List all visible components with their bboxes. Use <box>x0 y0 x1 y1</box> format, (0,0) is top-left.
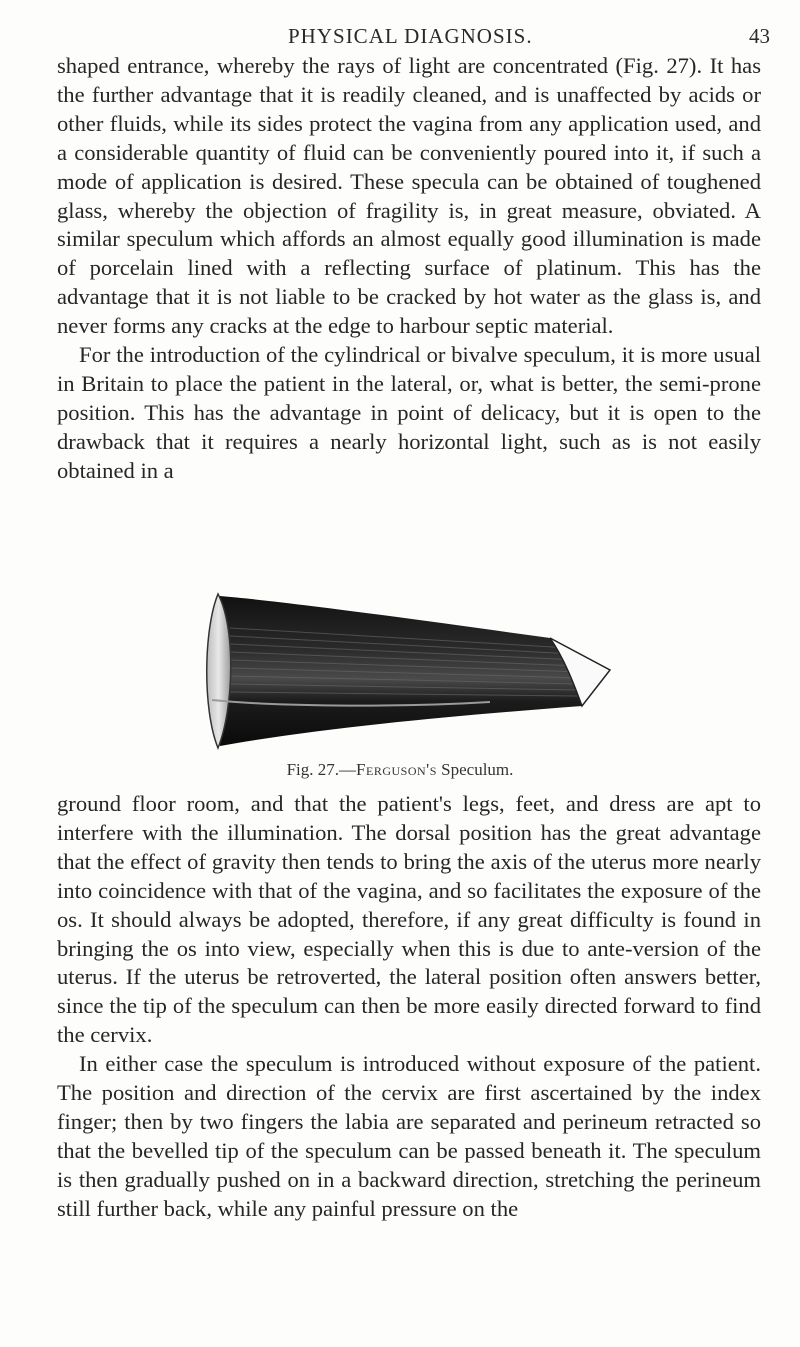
caption-name: Ferguson's <box>356 760 437 779</box>
paragraph: For the introduction of the cylindrical or bivalve speculum, it is more usual in Britain to place the patient in the lateral, or, what is better, the semi-prone position. This has the advantage in point of delicacy, but it is open to the drawback that it requires a nearly horizontal light, such as is not easily obtained in a <box>57 342 761 483</box>
paragraph: In either case the speculum is introduced without exposure of the patient. The position and direction of the cervix are first ascertained by the index finger; then by two fingers the labia are separated and perineum retracted so that the bevelled tip of the speculum can be passed beneath it. The speculum is then gradually pushed on in a backward direction, stretching the perineum still further back, while any painful pressure on the <box>57 1051 761 1221</box>
paragraph: shaped entrance, whereby the rays of light are concentrated (Fig. 27). It has the further advantage that it is readily cleaned, and is unaffected by acids or other fluids, while its sides protect the vagina from any application used, and a considerable quantity of fluid can be conveniently poured into it, if such a mode of application is desired. These specula can be obtained of toughened glass, whereby the objection of fragility is, in great measure, obviated. A similar speculum which affords an almost equally good illumination is made of porcelain lined with a reflecting surface of platinum. This has the advantage that it is not liable to be cracked by hot water as the glass is, and never forms any cracks at the edge to harbour septic material. <box>57 53 761 339</box>
text-block-top <box>57 52 761 486</box>
paragraph: ground floor room, and that the patient's legs, feet, and dress are apt to interfere with the illumination. The dorsal position has the great advantage that the effect of gravity then tends to bring the axis of the uterus more nearly into coincidence with that of the vagina, and so facilitates the exposure of the os. It should always be adopted, therefore, if any great difficulty is found in bringing the os into view, especially when this is due to ante-version of the uterus. If the uterus be retroverted, the lateral position often answers better, since the tip of the speculum can then be more easily directed forward to find the cervix. <box>57 791 761 1048</box>
text-block-bottom <box>57 790 761 1224</box>
running-head <box>0 14 800 54</box>
caption-prefix: Fig. 27.— <box>286 760 357 779</box>
running-title: PHYSICAL DIAGNOSIS. <box>288 24 533 48</box>
speculum-drawing <box>190 588 620 753</box>
figure-caption <box>0 760 800 780</box>
caption-suffix: Speculum. <box>436 760 514 779</box>
page-number: 43 <box>749 24 770 48</box>
speculum-illustration <box>190 588 620 753</box>
